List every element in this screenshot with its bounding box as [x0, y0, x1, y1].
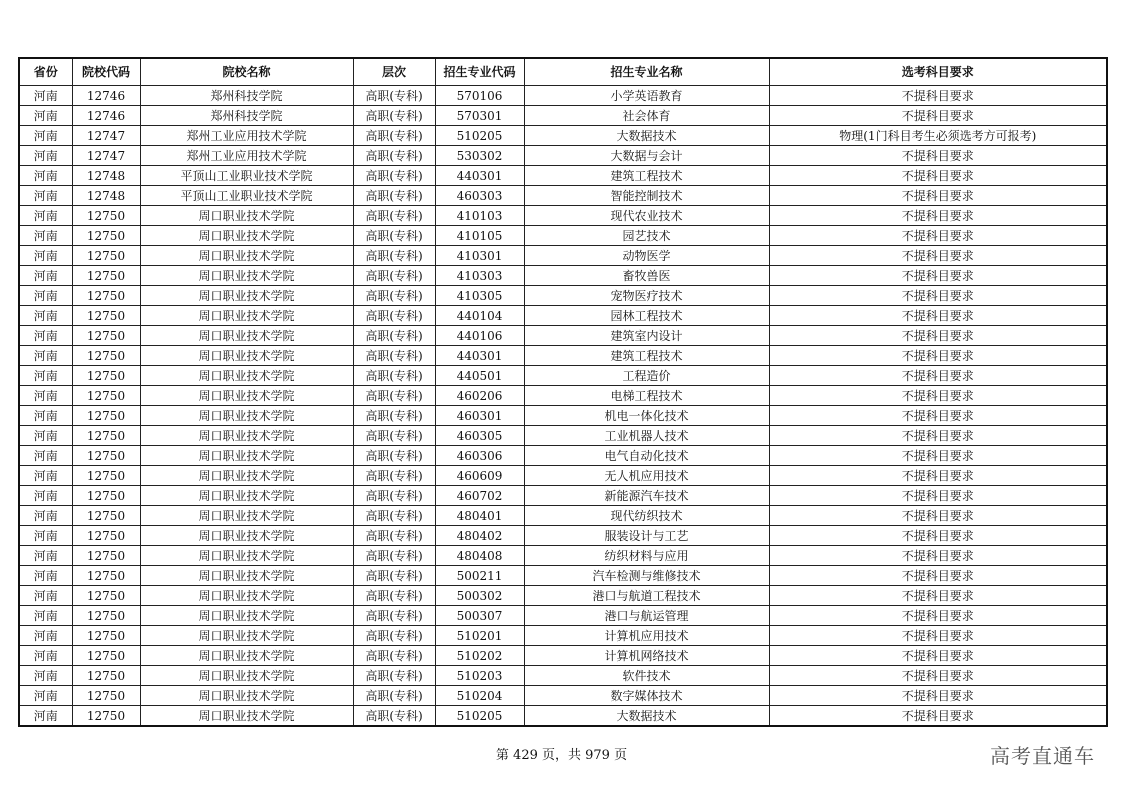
cell-major-name: 大数据技术: [524, 126, 769, 146]
table-row: [19, 586, 1107, 606]
page-number: 第 429 页，共 979 页: [495, 748, 628, 763]
cell-school-name: 周口职业技术学院: [140, 406, 353, 426]
header-row: [19, 58, 1107, 86]
table-row: [19, 106, 1107, 126]
cell-school-code: 12746: [72, 106, 140, 126]
cell-level: 高职(专科): [353, 406, 435, 426]
table-row: [19, 286, 1107, 306]
cell-school-code: 12750: [72, 466, 140, 486]
cell-major-name: 畜牧兽医: [524, 266, 769, 286]
cell-school-code: 12750: [72, 346, 140, 366]
cell-major-code: 440104: [435, 306, 524, 326]
cell-school-name: 周口职业技术学院: [140, 506, 353, 526]
cell-major-name: 电气自动化技术: [524, 446, 769, 466]
cell-major-code: 440301: [435, 346, 524, 366]
cell-school-code: 12747: [72, 126, 140, 146]
table-row: [19, 446, 1107, 466]
cell-major-name: 小学英语教育: [524, 86, 769, 106]
cell-subject-requirement: 不提科目要求: [769, 526, 1107, 546]
cell-level: 高职(专科): [353, 246, 435, 266]
cell-subject-requirement: 不提科目要求: [769, 326, 1107, 346]
cell-school-code: 12750: [72, 586, 140, 606]
cell-subject-requirement: 不提科目要求: [769, 626, 1107, 646]
col-header-level: 层次: [353, 58, 435, 86]
cell-school-code: 12750: [72, 446, 140, 466]
cell-school-name: 郑州科技学院: [140, 106, 353, 126]
cell-major-code: 500211: [435, 566, 524, 586]
table-row: [19, 126, 1107, 146]
cell-major-name: 园艺技术: [524, 226, 769, 246]
cell-major-code: 440106: [435, 326, 524, 346]
cell-school-code: 12750: [72, 366, 140, 386]
table-row: [19, 606, 1107, 626]
cell-major-code: 410105: [435, 226, 524, 246]
cell-school-code: 12750: [72, 666, 140, 686]
cell-school-name: 平顶山工业职业技术学院: [140, 166, 353, 186]
cell-school-code: 12750: [72, 306, 140, 326]
table-row: [19, 346, 1107, 366]
cell-level: 高职(专科): [353, 186, 435, 206]
table-row: [19, 86, 1107, 106]
table-row: [19, 366, 1107, 386]
col-header-major-code: 招生专业代码: [435, 58, 524, 86]
cell-subject-requirement: 不提科目要求: [769, 366, 1107, 386]
cell-major-code: 460609: [435, 466, 524, 486]
cell-major-name: 大数据技术: [524, 706, 769, 727]
cell-major-code: 570301: [435, 106, 524, 126]
table-body: [19, 86, 1107, 727]
cell-province: 河南: [19, 326, 72, 346]
cell-school-name: 周口职业技术学院: [140, 326, 353, 346]
cell-school-code: 12750: [72, 566, 140, 586]
cell-province: 河南: [19, 506, 72, 526]
cell-province: 河南: [19, 346, 72, 366]
cell-school-name: 周口职业技术学院: [140, 266, 353, 286]
cell-school-name: 周口职业技术学院: [140, 346, 353, 366]
cell-subject-requirement: 不提科目要求: [769, 646, 1107, 666]
cell-major-name: 智能控制技术: [524, 186, 769, 206]
table-row: [19, 526, 1107, 546]
cell-school-name: 周口职业技术学院: [140, 686, 353, 706]
cell-province: 河南: [19, 606, 72, 626]
col-header-province: 省份: [19, 58, 72, 86]
cell-major-name: 机电一体化技术: [524, 406, 769, 426]
cell-major-code: 440301: [435, 166, 524, 186]
cell-subject-requirement: 不提科目要求: [769, 566, 1107, 586]
cell-school-name: 周口职业技术学院: [140, 226, 353, 246]
cell-major-code: 460303: [435, 186, 524, 206]
table-row: [19, 246, 1107, 266]
cell-school-code: 12750: [72, 486, 140, 506]
cell-level: 高职(专科): [353, 566, 435, 586]
cell-major-code: 460306: [435, 446, 524, 466]
cell-major-name: 纺织材料与应用: [524, 546, 769, 566]
cell-subject-requirement: 不提科目要求: [769, 306, 1107, 326]
cell-major-name: 计算机网络技术: [524, 646, 769, 666]
cell-major-code: 460206: [435, 386, 524, 406]
cell-level: 高职(专科): [353, 306, 435, 326]
cell-subject-requirement: 不提科目要求: [769, 606, 1107, 626]
cell-major-name: 大数据与会计: [524, 146, 769, 166]
cell-major-code: 480401: [435, 506, 524, 526]
cell-major-name: 动物医学: [524, 246, 769, 266]
cell-school-name: 周口职业技术学院: [140, 706, 353, 727]
cell-major-name: 现代纺织技术: [524, 506, 769, 526]
cell-level: 高职(专科): [353, 686, 435, 706]
cell-school-code: 12750: [72, 266, 140, 286]
cell-province: 河南: [19, 306, 72, 326]
cell-level: 高职(专科): [353, 526, 435, 546]
cell-subject-requirement: 不提科目要求: [769, 206, 1107, 226]
cell-school-code: 12750: [72, 206, 140, 226]
cell-school-name: 周口职业技术学院: [140, 286, 353, 306]
cell-school-name: 周口职业技术学院: [140, 206, 353, 226]
cell-level: 高职(专科): [353, 426, 435, 446]
cell-province: 河南: [19, 706, 72, 727]
cell-province: 河南: [19, 186, 72, 206]
cell-major-code: 510203: [435, 666, 524, 686]
table-row: [19, 466, 1107, 486]
table-row: [19, 666, 1107, 686]
cell-level: 高职(专科): [353, 366, 435, 386]
cell-subject-requirement: 不提科目要求: [769, 546, 1107, 566]
cell-subject-requirement: 不提科目要求: [769, 586, 1107, 606]
table-row: [19, 626, 1107, 646]
cell-level: 高职(专科): [353, 706, 435, 727]
table-row: [19, 566, 1107, 586]
cell-school-name: 周口职业技术学院: [140, 446, 353, 466]
cell-major-code: 480408: [435, 546, 524, 566]
cell-province: 河南: [19, 666, 72, 686]
cell-subject-requirement: 不提科目要求: [769, 506, 1107, 526]
cell-level: 高职(专科): [353, 626, 435, 646]
cell-major-code: 440501: [435, 366, 524, 386]
cell-major-name: 社会体育: [524, 106, 769, 126]
cell-level: 高职(专科): [353, 446, 435, 466]
col-header-school-name: 院校名称: [140, 58, 353, 86]
cell-major-code: 500302: [435, 586, 524, 606]
cell-school-name: 周口职业技术学院: [140, 466, 353, 486]
table-row: [19, 206, 1107, 226]
cell-school-name: 周口职业技术学院: [140, 626, 353, 646]
cell-major-code: 510204: [435, 686, 524, 706]
cell-province: 河南: [19, 406, 72, 426]
col-header-major-name: 招生专业名称: [524, 58, 769, 86]
cell-school-code: 12750: [72, 526, 140, 546]
cell-province: 河南: [19, 466, 72, 486]
cell-major-code: 510205: [435, 126, 524, 146]
cell-school-name: 周口职业技术学院: [140, 246, 353, 266]
cell-school-code: 12750: [72, 386, 140, 406]
cell-major-name: 建筑室内设计: [524, 326, 769, 346]
cell-province: 河南: [19, 206, 72, 226]
cell-school-code: 12750: [72, 646, 140, 666]
cell-school-name: 周口职业技术学院: [140, 566, 353, 586]
cell-subject-requirement: 不提科目要求: [769, 146, 1107, 166]
table-row: [19, 146, 1107, 166]
cell-major-name: 港口与航运管理: [524, 606, 769, 626]
table-row: [19, 546, 1107, 566]
cell-subject-requirement: 不提科目要求: [769, 286, 1107, 306]
cell-major-name: 园林工程技术: [524, 306, 769, 326]
cell-subject-requirement: 不提科目要求: [769, 86, 1107, 106]
admission-table: [18, 57, 1108, 727]
cell-province: 河南: [19, 586, 72, 606]
cell-province: 河南: [19, 386, 72, 406]
cell-level: 高职(专科): [353, 326, 435, 346]
cell-subject-requirement: 不提科目要求: [769, 486, 1107, 506]
cell-major-code: 410305: [435, 286, 524, 306]
cell-level: 高职(专科): [353, 466, 435, 486]
cell-level: 高职(专科): [353, 166, 435, 186]
cell-major-name: 建筑工程技术: [524, 166, 769, 186]
table-row: [19, 506, 1107, 526]
cell-school-code: 12747: [72, 146, 140, 166]
cell-major-name: 数字媒体技术: [524, 686, 769, 706]
cell-province: 河南: [19, 646, 72, 666]
table-row: [19, 386, 1107, 406]
cell-school-code: 12750: [72, 226, 140, 246]
cell-school-code: 12750: [72, 286, 140, 306]
cell-school-name: 郑州科技学院: [140, 86, 353, 106]
cell-school-code: 12748: [72, 186, 140, 206]
cell-school-name: 周口职业技术学院: [140, 386, 353, 406]
table-row: [19, 686, 1107, 706]
cell-province: 河南: [19, 566, 72, 586]
cell-school-code: 12750: [72, 706, 140, 727]
cell-major-name: 工业机器人技术: [524, 426, 769, 446]
cell-major-code: 460301: [435, 406, 524, 426]
cell-school-name: 平顶山工业职业技术学院: [140, 186, 353, 206]
cell-subject-requirement: 物理(1门科目考生必须选考方可报考): [769, 126, 1107, 146]
cell-school-code: 12746: [72, 86, 140, 106]
cell-subject-requirement: 不提科目要求: [769, 426, 1107, 446]
cell-province: 河南: [19, 526, 72, 546]
cell-level: 高职(专科): [353, 586, 435, 606]
cell-major-name: 计算机应用技术: [524, 626, 769, 646]
cell-school-name: 周口职业技术学院: [140, 646, 353, 666]
cell-school-name: 周口职业技术学院: [140, 606, 353, 626]
cell-subject-requirement: 不提科目要求: [769, 166, 1107, 186]
cell-province: 河南: [19, 166, 72, 186]
cell-major-name: 汽车检测与维修技术: [524, 566, 769, 586]
cell-major-code: 410303: [435, 266, 524, 286]
cell-school-name: 周口职业技术学院: [140, 366, 353, 386]
cell-province: 河南: [19, 446, 72, 466]
table-row: [19, 426, 1107, 446]
cell-province: 河南: [19, 366, 72, 386]
cell-subject-requirement: 不提科目要求: [769, 246, 1107, 266]
cell-major-name: 港口与航道工程技术: [524, 586, 769, 606]
cell-school-code: 12750: [72, 406, 140, 426]
table-row: [19, 646, 1107, 666]
cell-level: 高职(专科): [353, 486, 435, 506]
cell-level: 高职(专科): [353, 606, 435, 626]
cell-subject-requirement: 不提科目要求: [769, 346, 1107, 366]
cell-school-name: 郑州工业应用技术学院: [140, 126, 353, 146]
cell-major-name: 软件技术: [524, 666, 769, 686]
cell-major-name: 无人机应用技术: [524, 466, 769, 486]
cell-school-code: 12750: [72, 326, 140, 346]
col-header-subject-requirement: 选考科目要求: [769, 58, 1107, 86]
table-row: [19, 226, 1107, 246]
cell-major-name: 新能源汽车技术: [524, 486, 769, 506]
cell-province: 河南: [19, 286, 72, 306]
cell-school-code: 12750: [72, 686, 140, 706]
cell-subject-requirement: 不提科目要求: [769, 666, 1107, 686]
table-row: [19, 706, 1107, 727]
cell-level: 高职(专科): [353, 266, 435, 286]
cell-school-code: 12750: [72, 246, 140, 266]
cell-level: 高职(专科): [353, 346, 435, 366]
cell-school-name: 周口职业技术学院: [140, 306, 353, 326]
cell-school-name: 周口职业技术学院: [140, 546, 353, 566]
cell-province: 河南: [19, 426, 72, 446]
cell-province: 河南: [19, 686, 72, 706]
cell-level: 高职(专科): [353, 106, 435, 126]
cell-school-name: 郑州工业应用技术学院: [140, 146, 353, 166]
cell-subject-requirement: 不提科目要求: [769, 106, 1107, 126]
cell-school-code: 12748: [72, 166, 140, 186]
cell-subject-requirement: 不提科目要求: [769, 686, 1107, 706]
cell-major-code: 480402: [435, 526, 524, 546]
table-row: [19, 326, 1107, 346]
cell-subject-requirement: 不提科目要求: [769, 266, 1107, 286]
cell-subject-requirement: 不提科目要求: [769, 466, 1107, 486]
cell-province: 河南: [19, 86, 72, 106]
cell-school-code: 12750: [72, 606, 140, 626]
cell-major-code: 410301: [435, 246, 524, 266]
cell-subject-requirement: 不提科目要求: [769, 446, 1107, 466]
cell-major-code: 510202: [435, 646, 524, 666]
cell-province: 河南: [19, 146, 72, 166]
cell-province: 河南: [19, 626, 72, 646]
cell-level: 高职(专科): [353, 646, 435, 666]
cell-major-code: 460702: [435, 486, 524, 506]
table-row: [19, 166, 1107, 186]
cell-major-code: 510201: [435, 626, 524, 646]
cell-major-code: 530302: [435, 146, 524, 166]
table-row: [19, 306, 1107, 326]
cell-province: 河南: [19, 106, 72, 126]
cell-province: 河南: [19, 126, 72, 146]
table-row: [19, 266, 1107, 286]
cell-school-name: 周口职业技术学院: [140, 586, 353, 606]
table-row: [19, 406, 1107, 426]
watermark-logo: 高考直通车: [990, 744, 1095, 768]
cell-major-name: 电梯工程技术: [524, 386, 769, 406]
cell-level: 高职(专科): [353, 666, 435, 686]
cell-school-code: 12750: [72, 506, 140, 526]
cell-major-code: 460305: [435, 426, 524, 446]
cell-province: 河南: [19, 546, 72, 566]
cell-level: 高职(专科): [353, 146, 435, 166]
cell-province: 河南: [19, 486, 72, 506]
cell-province: 河南: [19, 246, 72, 266]
cell-major-code: 510205: [435, 706, 524, 727]
cell-major-name: 服装设计与工艺: [524, 526, 769, 546]
table-row: [19, 486, 1107, 506]
cell-major-name: 工程造价: [524, 366, 769, 386]
cell-level: 高职(专科): [353, 286, 435, 306]
cell-subject-requirement: 不提科目要求: [769, 706, 1107, 727]
cell-school-code: 12750: [72, 546, 140, 566]
cell-level: 高职(专科): [353, 506, 435, 526]
table-row: [19, 186, 1107, 206]
cell-level: 高职(专科): [353, 546, 435, 566]
cell-level: 高职(专科): [353, 206, 435, 226]
cell-major-code: 500307: [435, 606, 524, 626]
cell-subject-requirement: 不提科目要求: [769, 226, 1107, 246]
cell-level: 高职(专科): [353, 226, 435, 246]
cell-province: 河南: [19, 266, 72, 286]
cell-level: 高职(专科): [353, 86, 435, 106]
cell-subject-requirement: 不提科目要求: [769, 386, 1107, 406]
cell-major-code: 410103: [435, 206, 524, 226]
cell-level: 高职(专科): [353, 386, 435, 406]
cell-major-name: 宠物医疗技术: [524, 286, 769, 306]
col-header-school-code: 院校代码: [72, 58, 140, 86]
cell-school-code: 12750: [72, 426, 140, 446]
cell-subject-requirement: 不提科目要求: [769, 186, 1107, 206]
cell-province: 河南: [19, 226, 72, 246]
cell-school-name: 周口职业技术学院: [140, 486, 353, 506]
cell-subject-requirement: 不提科目要求: [769, 406, 1107, 426]
cell-school-name: 周口职业技术学院: [140, 666, 353, 686]
cell-school-code: 12750: [72, 626, 140, 646]
cell-level: 高职(专科): [353, 126, 435, 146]
cell-school-name: 周口职业技术学院: [140, 526, 353, 546]
cell-major-name: 现代农业技术: [524, 206, 769, 226]
cell-major-code: 570106: [435, 86, 524, 106]
cell-school-name: 周口职业技术学院: [140, 426, 353, 446]
cell-major-name: 建筑工程技术: [524, 346, 769, 366]
